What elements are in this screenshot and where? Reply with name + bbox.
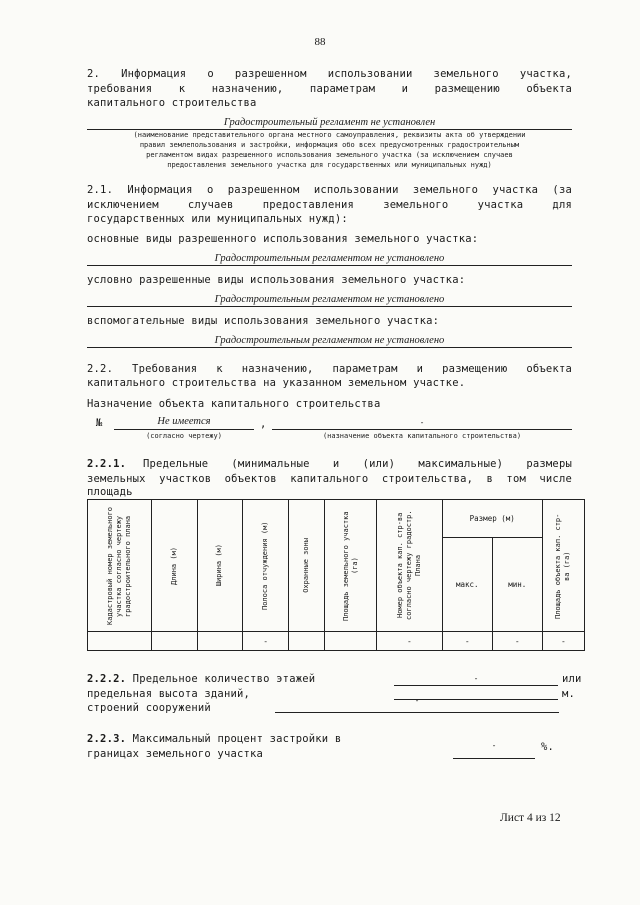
section-2-1-line-1: 2.1. Информация о разрешенном использовании земельного участка (за	[87, 184, 572, 196]
max-build-percent-value: -	[491, 741, 497, 750]
object-purpose-value: -	[419, 418, 425, 427]
object-purpose-underline	[272, 429, 572, 430]
section-2-2-line-1: 2.2. Требования к назначению, параметрам и размещению объекта	[87, 363, 572, 375]
section-2-2-3-number: 2.2.3.	[87, 733, 127, 745]
section-2-1-line-2: исключением случаев предоставления земельного участка для	[87, 199, 572, 211]
header-width: Ширина (м)	[197, 500, 243, 632]
object-number-value: Не имеется	[157, 416, 211, 427]
regulation-value: Градостроительный регламент не установлен	[223, 117, 436, 128]
header-object-area: Площадь объекта кап. стр-ва (га)	[542, 500, 584, 632]
land-plot-table	[87, 499, 585, 651]
header-size: Размер (м)	[442, 500, 542, 538]
section-2-line-2: требования к назначению, параметрам и размещению объекта	[87, 83, 572, 95]
section-2-2-1-line-3: площадь	[87, 486, 133, 498]
cell-size-min: -	[492, 632, 542, 651]
cell-alienation-strip: -	[243, 632, 289, 651]
max-floors-value: -	[473, 674, 479, 683]
section-2-2-2-line-2: предельная высота зданий,	[87, 688, 251, 700]
header-size-min: мин.	[492, 538, 542, 632]
header-object-number: Номер объекта кап. стр-ва согласно чертежу градостр. Плана	[377, 500, 443, 632]
conditional-uses-underline	[87, 306, 572, 307]
max-floors-or: или	[562, 673, 582, 685]
max-height-unit: м.	[562, 688, 576, 700]
number-sign: №	[96, 417, 103, 429]
section-2-2-3-line-2: границах земельного участка	[87, 748, 264, 760]
header-length: Длина (м)	[151, 500, 197, 632]
auxiliary-uses-label: вспомогательные виды использования земельного участка:	[87, 315, 440, 327]
header-protected-zones: Охранные зоны	[289, 500, 325, 632]
auxiliary-uses-value: Градостроительным регламентом не установлено	[214, 335, 445, 346]
section-2-1-line-3: государственных или муниципальных нужд):	[87, 213, 348, 225]
purpose-label: Назначение объекта капитального строительства	[87, 398, 381, 410]
header-cadastral-number: Кадастровый номер земельного участка согласно чертежу градостроительного плана	[88, 500, 152, 632]
cell-length	[151, 632, 197, 651]
regulation-caption: (наименование представительного органа местного самоуправления, реквизиты акта об утверждении правил землепользования и застройки, информация обо всех предусмотренных градостроительным регламентом видах разрешенного использования земельного участка (за исключением случаев предоставления земельного участка для государственных или муниципальных нужд)	[133, 131, 526, 169]
section-2-line-3: капитального строительства	[87, 97, 257, 109]
object-number-underline	[114, 429, 254, 430]
cell-width	[197, 632, 243, 651]
page-number: 88	[314, 36, 326, 48]
section-2-2-line-2: капитального строительства на указанном земельном участке.	[87, 377, 466, 389]
section-2-2-1-text-1: Предельные (минимальные и (или) максимальные) размеры	[143, 458, 572, 470]
cell-plot-area	[325, 632, 377, 651]
conditional-uses-label: условно разрешенные виды использования земельного участка:	[87, 274, 466, 286]
main-uses-label: основные виды разрешенного использования земельного участка:	[87, 233, 479, 245]
section-2-2-2-number: 2.2.2.	[87, 673, 127, 685]
cell-size-max: -	[442, 632, 492, 651]
header-size-max: макс.	[442, 538, 492, 632]
cell-protected-zones	[289, 632, 325, 651]
conditional-uses-value: Градостроительным регламентом не установлено	[214, 294, 445, 305]
header-plot-area: Площадь земельного участка (га)	[325, 500, 377, 632]
object-number-caption: (согласно чертежу)	[146, 432, 222, 440]
auxiliary-uses-underline	[87, 347, 572, 348]
comma: ,	[260, 418, 267, 430]
main-uses-value: Градостроительным регламентом не установлено	[214, 253, 445, 264]
section-2-2-1-line-2: земельных участков объектов капитального строительства, в том числе	[87, 473, 572, 485]
section-2-2-2-line-3: строений сооружений	[87, 702, 211, 714]
structures-underline	[275, 712, 559, 713]
main-uses-underline	[87, 265, 572, 266]
object-purpose-caption: (назначение объекта капитального строительства)	[322, 432, 522, 440]
section-2-2-2-line-1: 2.2.2. Предельное количество этажей	[87, 673, 316, 685]
max-floors-underline	[394, 685, 558, 686]
max-build-percent-underline	[453, 758, 535, 759]
section-2-2-3-line-1: 2.2.3. Максимальный процент застройки в	[87, 733, 342, 745]
cell-object-number: -	[377, 632, 443, 651]
max-build-percent-unit: %.	[541, 741, 555, 753]
sheet-number: Лист 4 из 12	[500, 812, 561, 824]
cell-cadastral-number	[88, 632, 152, 651]
section-2-2-1-line-1	[87, 458, 572, 470]
section-2-line-1: 2. Информация о разрешенном использовании земельного участка,	[87, 68, 572, 80]
cell-object-area: -	[542, 632, 584, 651]
structures-value: -	[414, 696, 420, 705]
section-2-2-1-number: 2.2.1.	[87, 458, 127, 470]
header-alienation-strip: Полоса отчуждения (м)	[243, 500, 289, 632]
